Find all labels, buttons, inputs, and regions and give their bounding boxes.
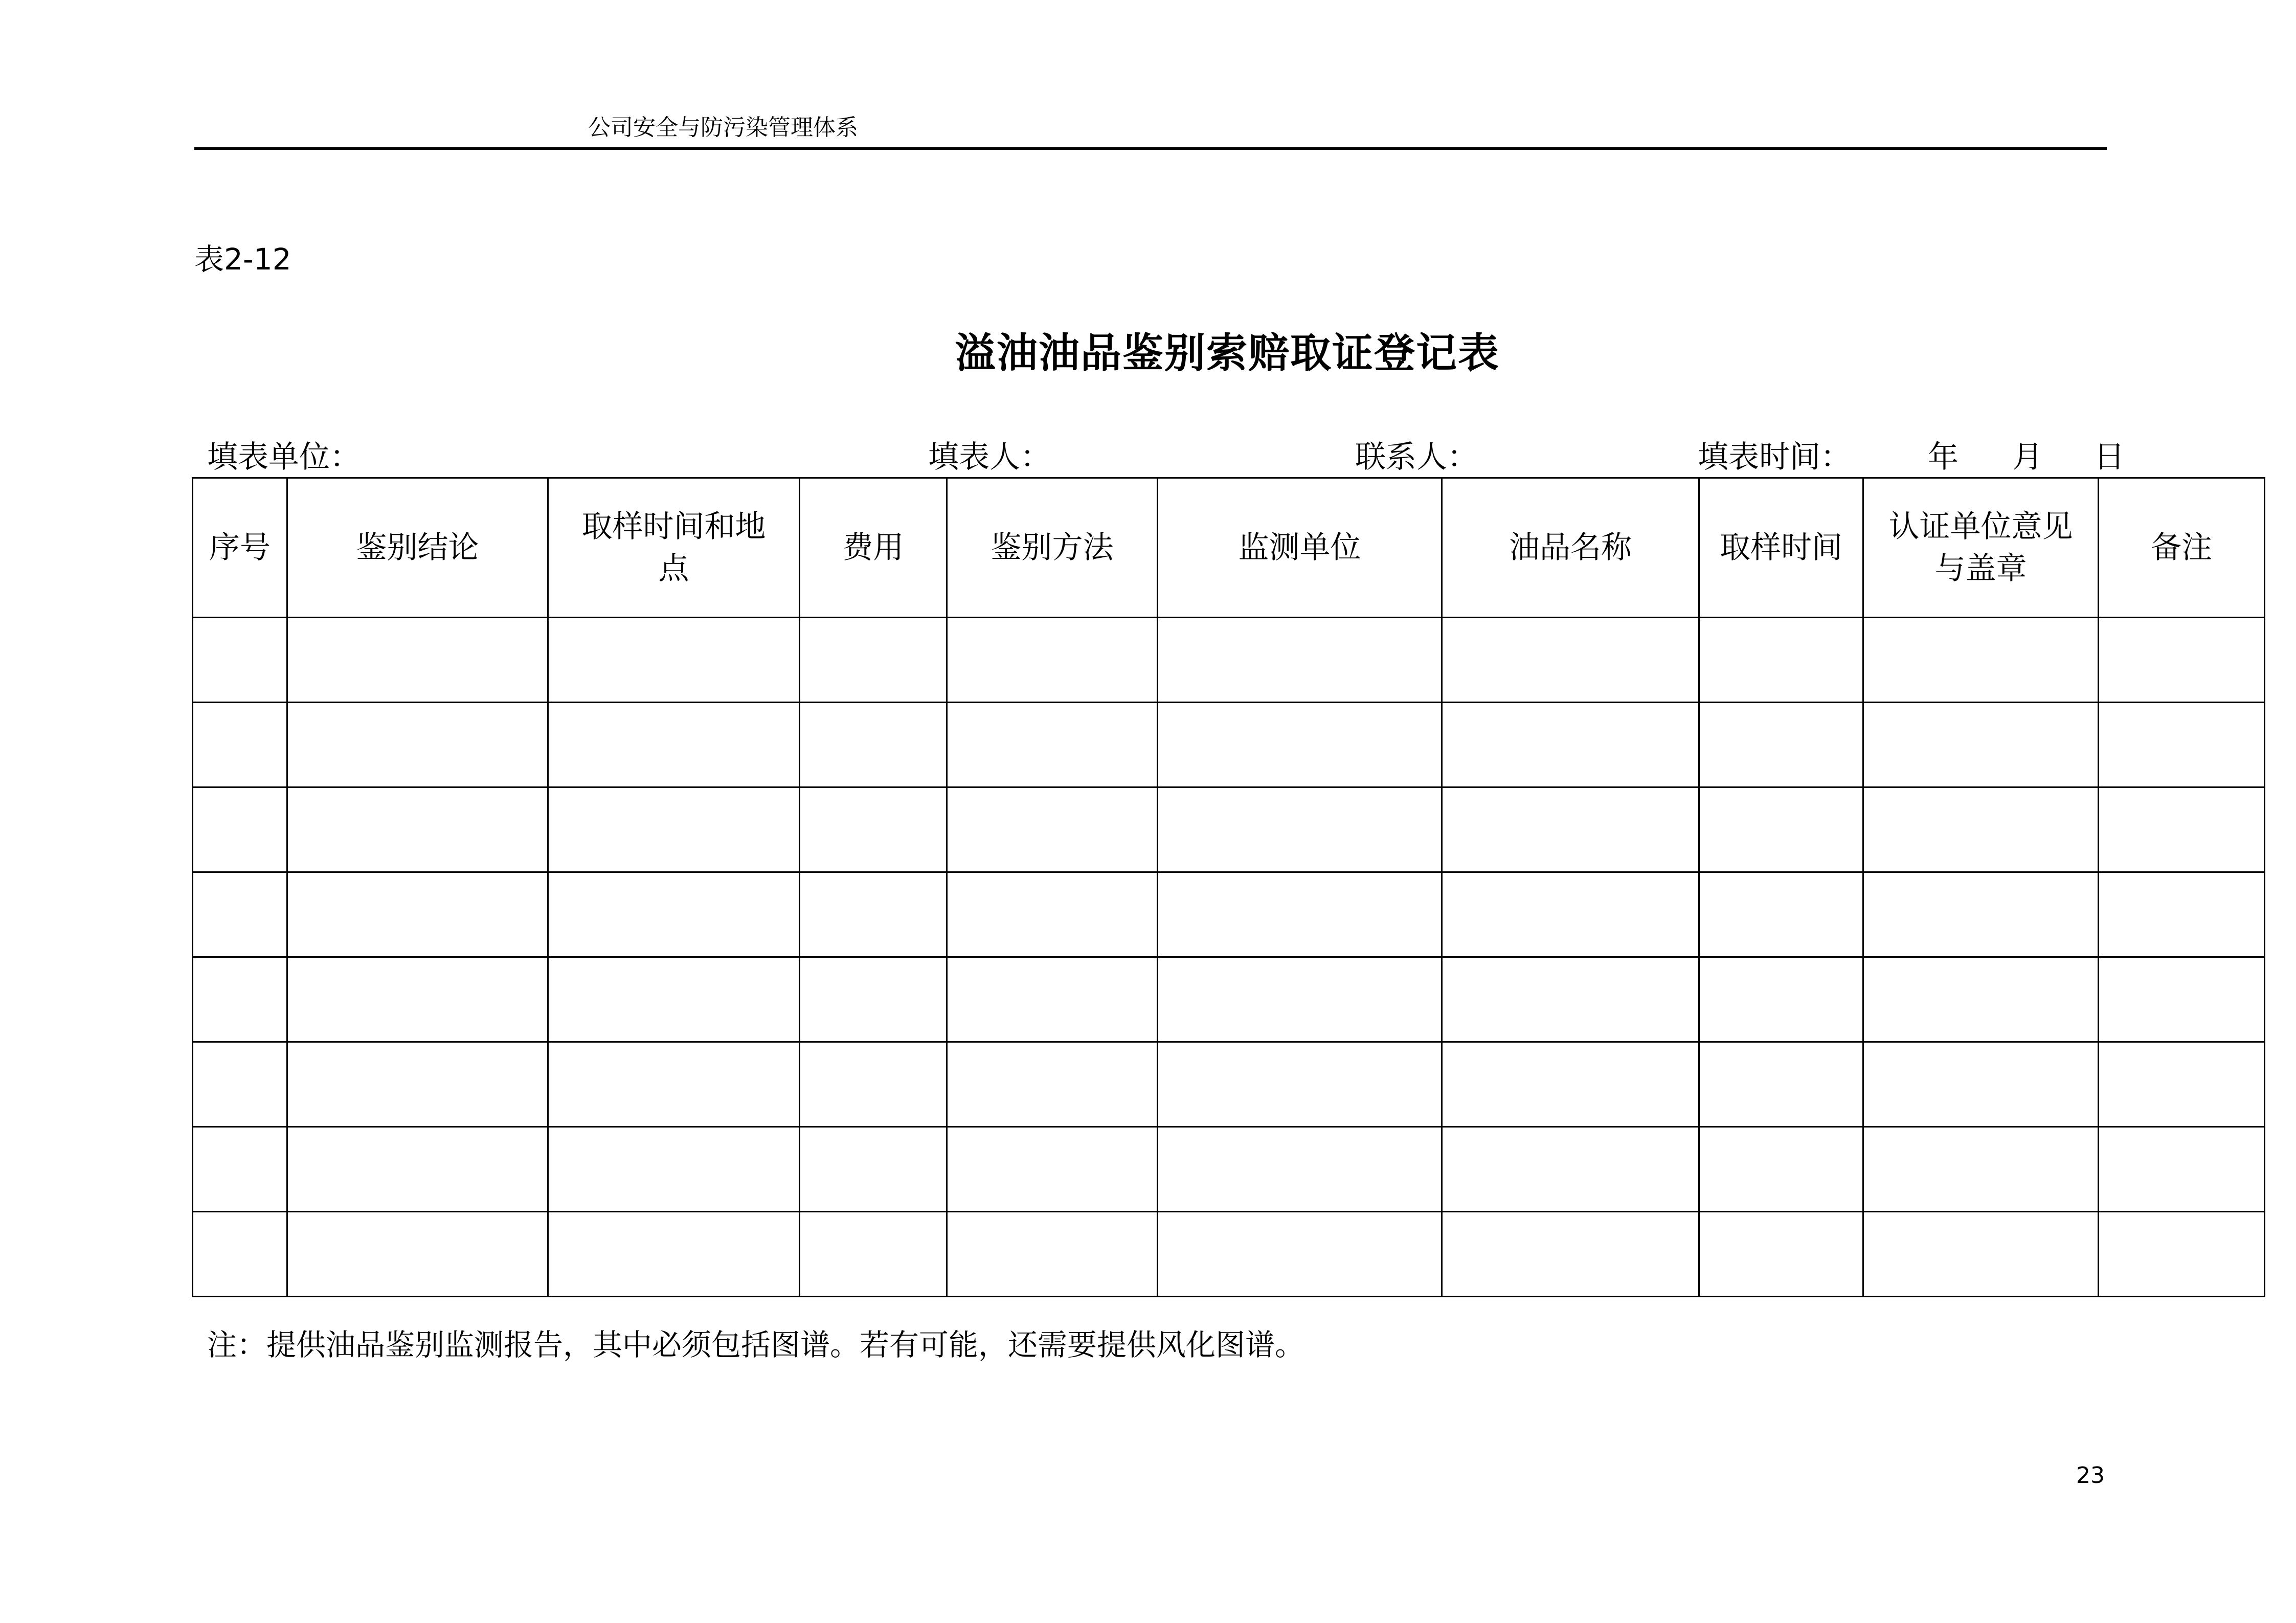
table-cell[interactable] xyxy=(287,1127,548,1212)
table-cell[interactable] xyxy=(287,872,548,957)
table-cell[interactable] xyxy=(1158,1042,1442,1127)
header-cell xyxy=(2099,478,2265,618)
table-cell[interactable] xyxy=(2099,703,2265,787)
header-text: 油品名称 xyxy=(1509,530,1632,566)
table-cell[interactable] xyxy=(548,957,800,1042)
table-cell[interactable] xyxy=(947,872,1158,957)
table-cell[interactable] xyxy=(2099,1212,2265,1297)
header-text: 取样时间 xyxy=(1720,530,1842,566)
table-cell[interactable] xyxy=(1158,618,1442,703)
table-cell[interactable] xyxy=(2099,618,2265,703)
table-row xyxy=(193,872,2265,957)
table-cell[interactable] xyxy=(800,787,947,872)
table-header-row xyxy=(193,478,2265,618)
table-cell[interactable] xyxy=(193,1212,287,1297)
table-cell[interactable] xyxy=(1699,703,1863,787)
table-cell[interactable] xyxy=(1442,872,1699,957)
table-cell[interactable] xyxy=(800,703,947,787)
table-cell[interactable] xyxy=(193,872,287,957)
table-row xyxy=(193,1212,2265,1297)
table-cell[interactable] xyxy=(548,1127,800,1212)
table-cell[interactable] xyxy=(2099,787,2265,872)
table-cell[interactable] xyxy=(1699,1127,1863,1212)
header-text-line2: 点 xyxy=(658,551,689,587)
table-cell[interactable] xyxy=(1863,618,2099,703)
fill-date-label: 填表时间： xyxy=(1698,439,1851,475)
table-cell[interactable] xyxy=(287,1212,548,1297)
table-cell[interactable] xyxy=(287,787,548,872)
table-cell[interactable] xyxy=(947,1042,1158,1127)
table-cell[interactable] xyxy=(1863,1212,2099,1297)
table-cell[interactable] xyxy=(193,957,287,1042)
contact-label: 联系人： xyxy=(1355,439,1478,475)
fill-unit-label: 填表单位： xyxy=(207,439,361,475)
table-cell[interactable] xyxy=(800,618,947,703)
document-title-text: 溢油油品鉴别索赔取证登记表 xyxy=(955,329,1500,377)
header-cell xyxy=(800,478,947,618)
table-cell[interactable] xyxy=(1863,872,2099,957)
document-title xyxy=(0,327,2296,378)
table-cell[interactable] xyxy=(800,1212,947,1297)
table-cell[interactable] xyxy=(1863,787,2099,872)
table-cell[interactable] xyxy=(1699,957,1863,1042)
header-text: 序号 xyxy=(209,530,271,566)
table-cell[interactable] xyxy=(1863,957,2099,1042)
table-cell[interactable] xyxy=(947,1127,1158,1212)
year-label: 年 xyxy=(1928,439,1959,475)
header-text: 鉴别方法 xyxy=(991,530,1114,566)
table-cell[interactable] xyxy=(947,787,1158,872)
table-cell[interactable] xyxy=(193,703,287,787)
table-cell[interactable] xyxy=(1158,787,1442,872)
page-number: 23 xyxy=(2076,1462,2105,1489)
table-cell[interactable] xyxy=(1442,1042,1699,1127)
table-cell[interactable] xyxy=(800,1042,947,1127)
header-text: 监测单位 xyxy=(1238,530,1361,566)
header-cell xyxy=(548,478,800,618)
table-cell[interactable] xyxy=(1158,872,1442,957)
table-cell[interactable] xyxy=(1442,957,1699,1042)
table-cell[interactable] xyxy=(193,1127,287,1212)
table-cell[interactable] xyxy=(1158,1212,1442,1297)
header-text: 备注 xyxy=(2151,530,2212,566)
running-header: 公司安全与防污染管理体系 xyxy=(588,115,858,141)
table-cell[interactable] xyxy=(1863,1042,2099,1127)
table-row xyxy=(193,703,2265,787)
header-text: 认证单位意见 xyxy=(1888,509,2073,545)
table-cell[interactable] xyxy=(947,957,1158,1042)
table-cell[interactable] xyxy=(1699,787,1863,872)
table-cell[interactable] xyxy=(1699,872,1863,957)
header-cell xyxy=(947,478,1158,618)
table-cell[interactable] xyxy=(2099,1042,2265,1127)
table-cell[interactable] xyxy=(287,957,548,1042)
header-cell xyxy=(1699,478,1863,618)
table-cell[interactable] xyxy=(2099,957,2265,1042)
table-cell[interactable] xyxy=(1158,1127,1442,1212)
table-cell[interactable] xyxy=(1699,1042,1863,1127)
header-text-line2: 与盖章 xyxy=(1934,551,2027,587)
table-cell[interactable] xyxy=(548,618,800,703)
table-cell[interactable] xyxy=(548,872,800,957)
header-text: 鉴别结论 xyxy=(356,530,479,566)
table-code: 表2-12 xyxy=(194,242,291,277)
table-cell[interactable] xyxy=(1699,1212,1863,1297)
table-row xyxy=(193,1127,2265,1212)
table-row xyxy=(193,957,2265,1042)
table-cell[interactable] xyxy=(548,703,800,787)
header-text: 费用 xyxy=(842,530,904,566)
table-cell[interactable] xyxy=(947,618,1158,703)
table-cell[interactable] xyxy=(2099,1127,2265,1212)
table-cell[interactable] xyxy=(1699,618,1863,703)
table-cell[interactable] xyxy=(1442,618,1699,703)
footnote: 注：提供油品鉴别监测报告，其中必须包括图谱。若有可能，还需要提供风化图谱。 xyxy=(207,1327,1305,1362)
table-cell[interactable] xyxy=(800,872,947,957)
table-cell[interactable] xyxy=(193,787,287,872)
table-cell[interactable] xyxy=(1863,703,2099,787)
table-cell[interactable] xyxy=(1442,1212,1699,1297)
table-cell[interactable] xyxy=(287,703,548,787)
table-cell[interactable] xyxy=(2099,872,2265,957)
table-cell[interactable] xyxy=(1158,703,1442,787)
table-cell[interactable] xyxy=(1442,703,1699,787)
header-text: 取样时间和地 xyxy=(581,509,766,545)
table-cell[interactable] xyxy=(548,1212,800,1297)
table-cell[interactable] xyxy=(1863,1127,2099,1212)
day-label: 日 xyxy=(2094,439,2125,475)
table-row xyxy=(193,787,2265,872)
header-cell xyxy=(287,478,548,618)
header-cell xyxy=(1158,478,1442,618)
table-row xyxy=(193,618,2265,703)
table-cell[interactable] xyxy=(1158,957,1442,1042)
table-cell[interactable] xyxy=(193,1042,287,1127)
table-cell[interactable] xyxy=(287,1042,548,1127)
table-cell[interactable] xyxy=(800,1127,947,1212)
table-cell[interactable] xyxy=(287,618,548,703)
header-cell xyxy=(193,478,287,618)
table-cell[interactable] xyxy=(800,957,947,1042)
header-rule xyxy=(194,147,2107,150)
table-cell[interactable] xyxy=(548,1042,800,1127)
table-cell[interactable] xyxy=(1442,787,1699,872)
table-cell[interactable] xyxy=(947,703,1158,787)
header-cell xyxy=(1442,478,1699,618)
month-label: 月 xyxy=(2012,439,2043,475)
table-cell[interactable] xyxy=(1442,1127,1699,1212)
filler-label: 填表人： xyxy=(928,439,1051,475)
header-cell xyxy=(1863,478,2099,618)
table-cell[interactable] xyxy=(548,787,800,872)
table-row xyxy=(193,1042,2265,1127)
registration-table xyxy=(192,477,2265,1297)
table-cell[interactable] xyxy=(193,618,287,703)
table-cell[interactable] xyxy=(947,1212,1158,1297)
